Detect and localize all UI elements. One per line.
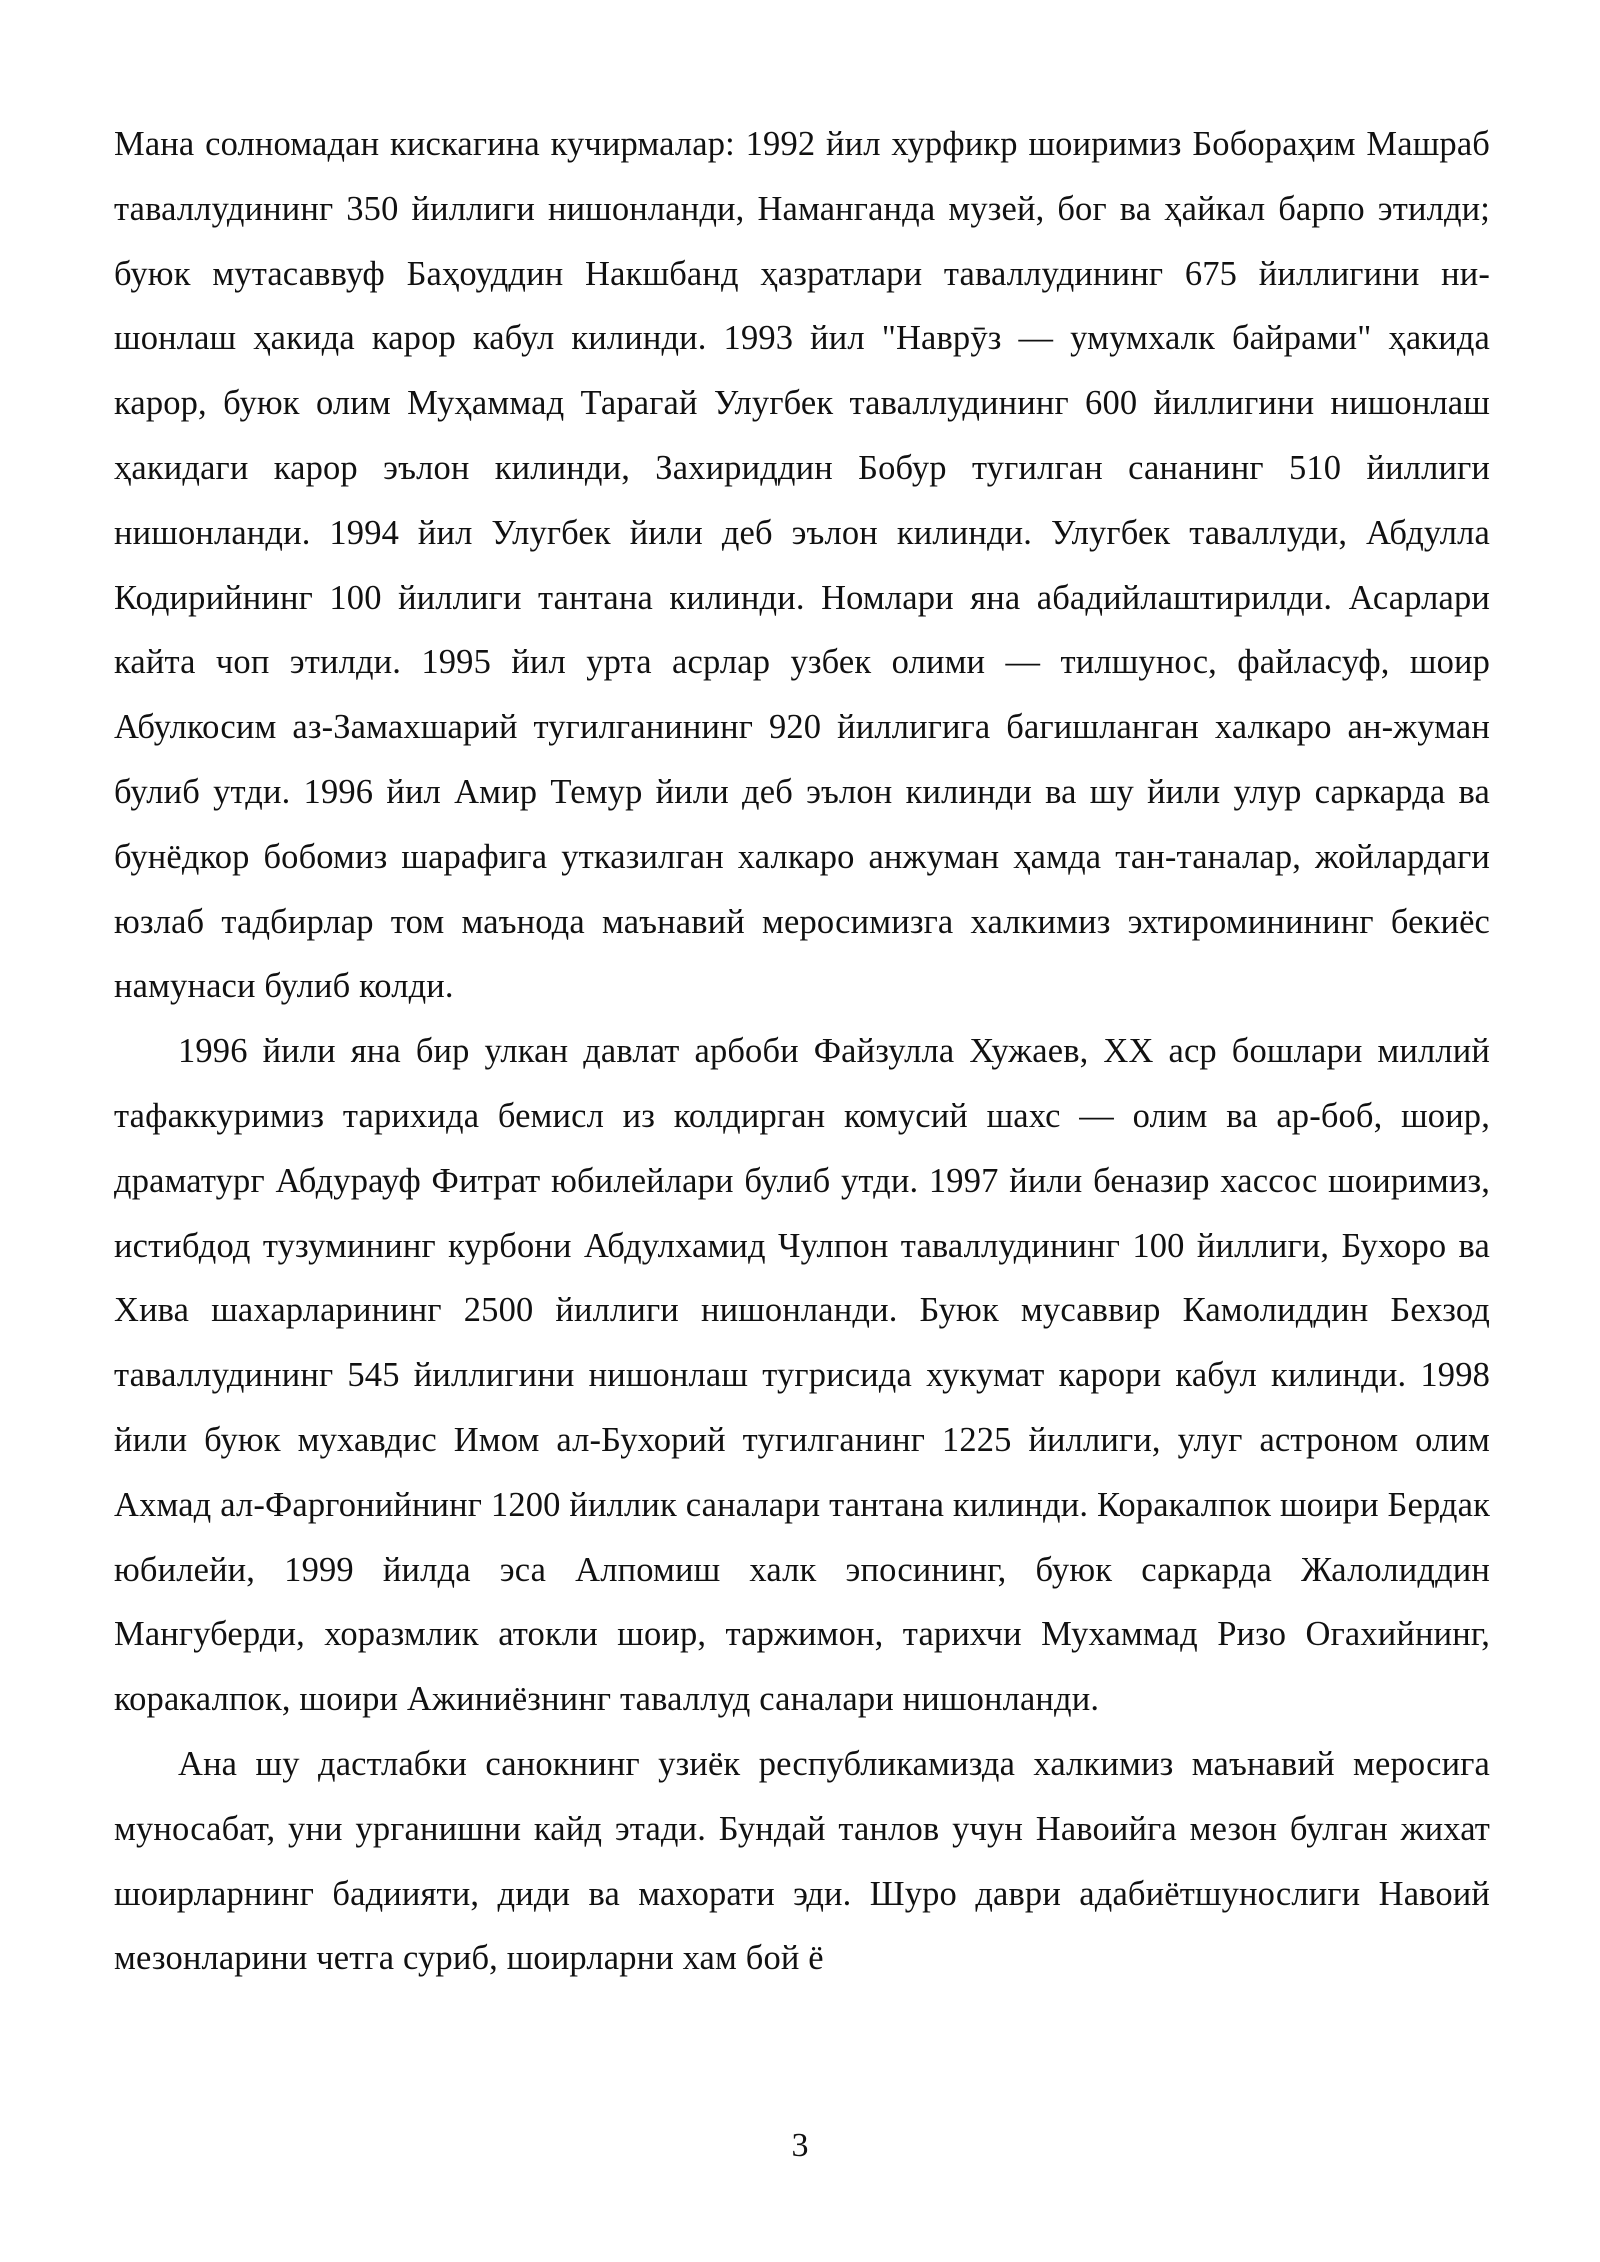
paragraph-3: Ана шу дастлабки санокнинг узиёк республикамизда халкимиз маънавий меросига муносабат, уни урганишни кайд этади. Бундай танлов учун Навоийга мезон булган жихат шоирларнинг бадиияти, диди ва махорати эди. Шуро даври адабиётшунослиги Навоий мезонларини четга суриб, шоирларни хам бой ё (114, 1744, 1490, 1978)
paragraph-2: 1996 йили яна бир улкан давлат арбоби Файзулла Хужаев, XX аср бошлари миллий тафаккуримиз тарихида бемисл из колдирган комусий шахс — олим ва ар-боб, шоир, драматург Абдурауф Фитрат юбилейлари булиб утди. 1997 йили беназир хассос шоиримиз, истибдод тузумининг курбони Абдулхамид Чулпон таваллудининг 100 йиллиги, Бухоро ва Хива шахарларининг 2500 йиллиги нишонланди. Буюк мусаввир Камолиддин Бехзод таваллудининг 545 йиллигини нишонлаш тугрисида хукумат карори кабул килинди. 1998 йили буюк мухавдис Имом ал-Бухорий тугилганинг 1225 йиллиги, улуг астроном олим Ахмад ал-Фаргонийнинг 1200 йиллик саналари тантана килинди. Коракалпок шоири Бердак юбилейи, 1999 йилда эса Алпомиш халк эпосининг, буюк саркарда Жалолиддин Мангуберди, хоразмлик атокли шоир, таржимон, тарихчи Мухаммад Ризо Огахийнинг, коракалпок, шоири Ажиниёзнинг таваллуд саналари нишонланди. (114, 1032, 1490, 1719)
body-text (114, 112, 1490, 1991)
paragraph-1: Мана солномадан кискагина кучирмалар: 1992 йил хурфикр шоиримиз Бобораҳим Машраб таваллудининг 350 йиллиги нишонланди, Наманганда музей, бог ва ҳайкал барпо этилди; буюк мутасаввуф Баҳоуддин Накшбанд ҳазратлари таваллудининг 675 йиллигини ни-шонлаш ҳакида карор кабул килинди. 1993 йил "Наврӯз — умумхалк байрами" ҳакида карор, буюк олим Муҳаммад Тарагай Улугбек таваллудининг 600 йиллигини нишонлаш ҳакидаги карор эълон килинди, Захириддин Бобур тугилган сананинг 510 йиллиги нишонланди. 1994 йил Улугбек йили деб эълон килинди. Улугбек таваллуди, Абдулла Кодирийнинг 100 йиллиги тантана килинди. Номлари яна абадийлаштирилди. Асарлари кайта чоп этилди. 1995 йил урта асрлар узбек олими — тилшунос, файласуф, шоир Абулкосим аз-Замахшарий тугилганининг 920 йиллигига багишланган халкаро ан-жуман булиб утди. 1996 йил Амир Темур йили деб эълон килинди ва шу йили улур саркарда ва бунёдкор бобомиз шарафига утказилган халкаро анжуман ҳамда тан-таналар, жойлардаги юзлаб тадбирлар том маънода маънавий меросимизга халкимиз эхтироминининг бекиёс намунаси булиб колди. (114, 125, 1490, 1006)
page-number: 3 (791, 2127, 809, 2164)
